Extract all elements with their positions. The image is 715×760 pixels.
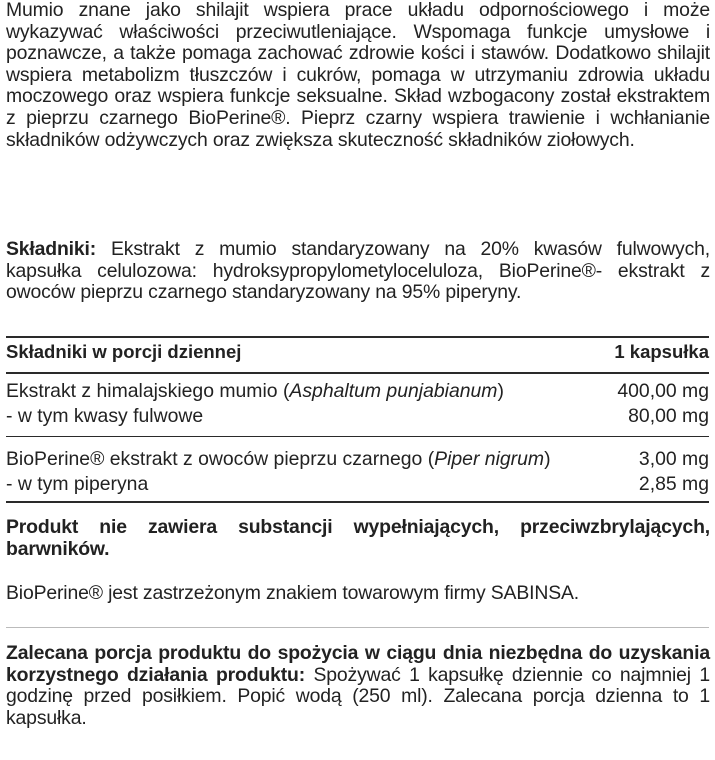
dosage-bold: Zalecana porcja produktu do spożycia w ciągu dnia niezbędna do uzyskania korzystnego działania produktu: xyxy=(6,642,710,686)
row-amount: 80,00 mg xyxy=(628,405,709,427)
table-row-rule xyxy=(6,436,709,437)
row-label xyxy=(6,448,551,471)
table-header-rule xyxy=(6,372,709,374)
row-label-suffix: ) xyxy=(497,380,504,402)
description-paragraph: Mumio znane jako shilajit wspiera prace układu odpornościowego i może wykazywać właściwości przeciwutleniające. Wspomaga funkcje umysłowe i poznawcze, a także pomaga zachować zdrowie kości i stawów. Dodatkowo shilajit wspiera metabolizm tłuszczów i cukrów, pomaga w utrzymaniu zdrowia układu moczowego oraz wspiera funkcje seksualne. Skład wzbogacony został ekstraktem z pieprzu czarnego BioPerine®. Pieprz czarny wspiera trawienie i wchłanianie składników odżywczych oraz zwiększa skuteczność składników ziołowych. xyxy=(6,0,710,151)
trademark-note: BioPerine® jest zastrzeżonym znakiem towarowym firmy SABINSA. xyxy=(6,582,580,604)
row-label xyxy=(6,380,504,403)
row-amount: 2,85 mg xyxy=(638,473,709,495)
table-header-right: 1 kapsułka xyxy=(614,341,709,362)
section-divider xyxy=(6,627,709,628)
table-header-left: Składniki w porcji dziennej xyxy=(6,341,242,362)
row-latin-name: Asphaltum punjabianum xyxy=(289,380,498,402)
table-header xyxy=(6,341,709,363)
row-label: - w tym kwasy fulwowe xyxy=(6,405,204,427)
table-row xyxy=(6,405,709,428)
table-top-rule xyxy=(6,336,709,338)
row-label-text: BioPerine® ekstrakt z owoców pieprzu czarnego ( xyxy=(6,448,435,470)
ingredients-paragraph xyxy=(6,239,710,304)
dosage-paragraph xyxy=(6,643,710,729)
ingredients-text: Ekstrakt z mumio standaryzowany na 20% kwasów fulwowych, kapsułka celulozowa: hydroksypropylometyloceluloza, BioPerine®- ekstrakt z owoców pieprzu czarnego standaryzowany na 95% piperyny. xyxy=(6,238,710,304)
row-amount: 400,00 mg xyxy=(617,380,709,402)
row-label-suffix: ) xyxy=(544,448,551,470)
row-label-text: Ekstrakt z himalajskiego mumio ( xyxy=(6,380,290,402)
ingredients-label: Składniki: xyxy=(6,238,97,260)
dosage-text: Spożywać 1 kapsułkę dziennie co najmniej 1 godzinę przed posiłkiem. Popić wodą (250 ml). Zalecana porcja dzienna to 1 kapsułka. xyxy=(6,663,710,729)
table-bottom-rule xyxy=(6,501,709,503)
row-amount: 3,00 mg xyxy=(638,448,709,470)
table-row xyxy=(6,380,709,403)
row-latin-name: Piper nigrum xyxy=(434,448,545,470)
table-row xyxy=(6,448,709,471)
row-label: - w tym piperyna xyxy=(6,473,149,495)
table-row xyxy=(6,473,709,496)
no-fillers-note: Produkt nie zawiera substancji wypełniających, przeciwzbrylających, barwników. xyxy=(6,516,710,560)
